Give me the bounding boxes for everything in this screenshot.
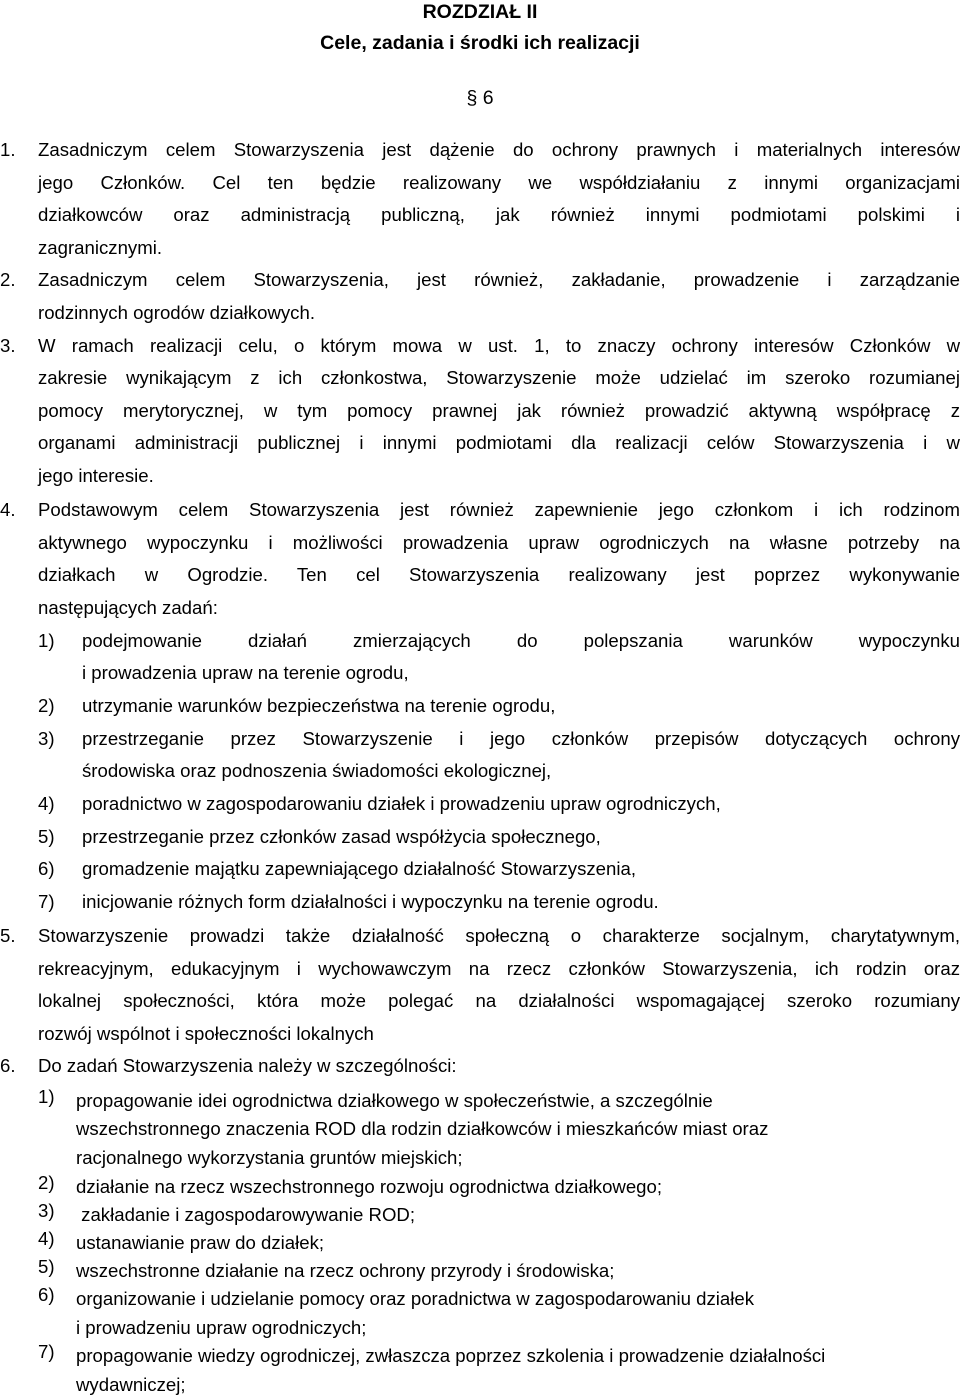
paragraph-line: pomocy merytorycznej, w tym pomocy prawnej jak również prowadzić aktywną współpracę z [38,400,960,421]
list-item-line: działanie na rzecz wszechstronnego rozwoju ogrodnictwa działkowego; [76,1176,663,1197]
list-item-number: 1) [38,630,55,651]
list-item-line: i prowadzeniu upraw ogrodniczych; [76,1317,367,1338]
paragraph-line: aktywnego wypoczynku i możliwości prowadzenia upraw ogrodniczych na własne potrzeby na [38,532,960,553]
list-item-line: ustanawianie praw do działek; [76,1232,325,1253]
list-item-line: zakładanie i zagospodarowywanie ROD; [76,1204,415,1225]
paragraph-line: rozwój wspólnot i społeczności lokalnych [38,1023,374,1044]
list-item-line: inicjowanie różnych form działalności i wypoczynku na terenie ogrodu. [82,891,659,912]
list-item-line: i prowadzenia upraw na terenie ogrodu, [82,662,409,683]
list-item-line: środowiska oraz podnoszenia świadomości ekologicznej, [82,760,552,781]
chapter-heading: ROZDZIAŁ II [422,1,538,23]
list-item-number: 7) [38,891,55,912]
list-item-number: 3) [38,1200,55,1221]
paragraph-line: Stowarzyszenie prowadzi także działalność społeczną o charakterze socjalnym, charytatywnym, [38,925,960,946]
paragraph-number: 4. [0,499,16,520]
list-item-line: propagowanie wiedzy ogrodniczej, zwłaszcza poprzez szkolenia i prowadzenie działalności [76,1345,826,1366]
list-item-number: 5) [38,1256,55,1277]
paragraph-line: lokalnej społeczności, która może polegać na działalności wspomagającej szeroko rozumiany [38,990,960,1011]
paragraph-line: jego interesie. [38,465,154,486]
paragraph-line: organami administracji publicznej i innymi podmiotami dla realizacji celów Stowarzyszenia i w [38,432,960,453]
list-item-number: 4) [38,1228,55,1249]
paragraph-number: 1. [0,139,16,160]
paragraph-line: Zasadniczym celem Stowarzyszenia jest dążenie do ochrony prawnych i materialnych interesów [38,139,960,160]
paragraph-line: zagranicznymi. [38,237,163,258]
list-item-number: 4) [38,793,55,814]
list-item-line: organizowanie i udzielanie pomocy oraz poradnictwa w zagospodarowaniu działek [76,1288,755,1309]
list-item-number: 1) [38,1086,55,1107]
list-item-line: wszechstronnego znaczenia ROD dla rodzin działkowców i mieszkańców miast oraz [76,1118,769,1139]
list-item-number: 2) [38,695,55,716]
paragraph-number: 5. [0,925,16,946]
chapter-title: Cele, zadania i środki ich realizacji [320,32,640,54]
paragraph-line: rekreacyjnym, edukacyjnym i wychowawczym na rzecz członków Stowarzyszenia, ich rodzin oraz [38,958,960,979]
paragraph-number: 6. [0,1055,16,1076]
paragraph-line: następujących zadań: [38,597,218,618]
paragraph-number: 2. [0,269,16,290]
list-item-line: utrzymanie warunków bezpieczeństwa na terenie ogrodu, [82,695,556,716]
list-item-line: przestrzeganie przez Stowarzyszenie i jego członków przepisów dotyczących ochrony [82,728,960,749]
list-item-number: 2) [38,1172,55,1193]
list-item-line: poradnictwo w zagospodarowaniu działek i prowadzeniu upraw ogrodniczych, [82,793,721,814]
paragraph-number: 3. [0,335,16,356]
paragraph-line: działkowców oraz administracją publiczną, jak również innymi podmiotami polskimi i [38,204,960,225]
list-item-line: przestrzeganie przez członków zasad współżycia społecznego, [82,826,601,847]
paragraph-line: zakresie wynikającym z ich członkostwa, Stowarzyszenie może udzielać im szeroko rozumianej [38,367,960,388]
list-item-line: wydawniczej; [76,1374,186,1395]
paragraph-line: jego Członków. Cel ten będzie realizowany we współdziałaniu z innymi organizacjami [38,172,960,193]
list-item-number: 5) [38,826,55,847]
list-item-line: propagowanie idei ogrodnictwa działkowego w społeczeństwie, a szczególnie [76,1090,713,1111]
paragraph-line: rodzinnych ogrodów działkowych. [38,302,315,323]
list-item-line: wszechstronne działanie na rzecz ochrony przyrody i środowiska; [76,1260,615,1281]
list-item-number: 6) [38,1284,55,1305]
paragraph-line: W ramach realizacji celu, o którym mowa w ust. 1, to znaczy ochrony interesów Członków w [38,335,960,356]
paragraph-line: Podstawowym celem Stowarzyszenia jest również zapewnienie jego członkom i ich rodzinom [38,499,960,520]
list-item-line: gromadzenie majątku zapewniającego działalność Stowarzyszenia, [82,858,636,879]
paragraph-line: Zasadniczym celem Stowarzyszenia, jest również, zakładanie, prowadzenie i zarządzanie [38,269,960,290]
section-number: § 6 [466,87,494,109]
paragraph-line: Do zadań Stowarzyszenia należy w szczególności: [38,1055,457,1076]
list-item-line: racjonalnego wykorzystania gruntów miejskich; [76,1147,463,1168]
list-item-number: 7) [38,1341,55,1362]
paragraph-line: działkach w Ogrodzie. Ten cel Stowarzyszenia realizowany jest poprzez wykonywanie [38,564,960,585]
list-item-number: 6) [38,858,55,879]
list-item-number: 3) [38,728,55,749]
list-item-line: podejmowanie działań zmierzających do polepszania warunków wypoczynku [82,630,960,651]
